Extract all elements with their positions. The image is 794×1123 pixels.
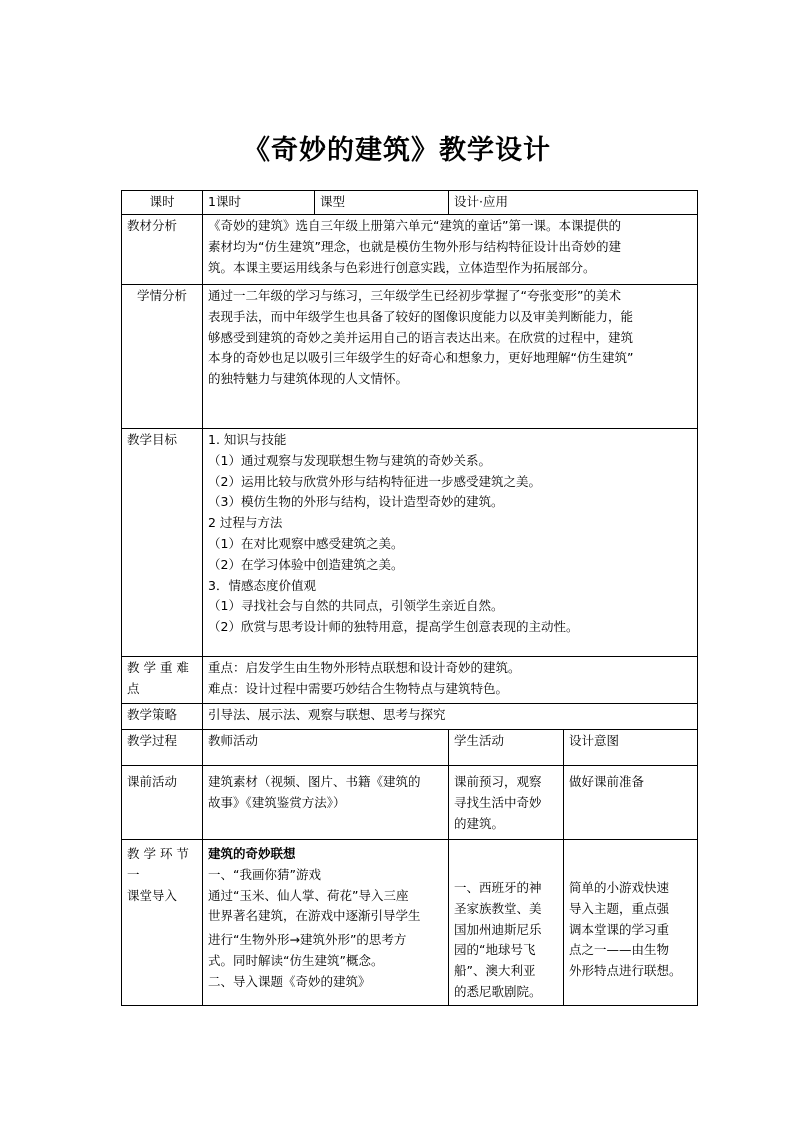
objective-line: 2 过程与方法 bbox=[208, 515, 283, 531]
student-analysis-row bbox=[122, 285, 698, 429]
process-label: 教学过程 bbox=[122, 730, 203, 766]
class-hour-value: 1课时 bbox=[203, 191, 315, 215]
class-hour-row bbox=[122, 191, 698, 215]
pre-class-intent-line: 做好课前准备 bbox=[569, 774, 645, 789]
pre-class-row bbox=[122, 766, 698, 840]
stage-one-student-line: 圣家族教堂、美 bbox=[454, 900, 542, 916]
student-analysis-line: 够感受到建筑的奇妙之美并运用自己的语言表达出来。在欣赏的过程中，建筑 bbox=[208, 329, 634, 345]
stage-one-row bbox=[122, 840, 698, 1006]
pre-class-student-line: 寻找生活中奇妙 bbox=[454, 794, 542, 810]
student-analysis-line: 表现手法，而中年级学生也具备了较好的图像识度能力以及审美判断能力，能 bbox=[208, 308, 634, 324]
material-analysis-label: 教材分析 bbox=[122, 215, 203, 285]
lesson-type-label: 课型 bbox=[315, 191, 449, 215]
lesson-type-value: 设计·应用 bbox=[449, 191, 698, 215]
stage-one-student-line: 一、西班牙的神 bbox=[454, 880, 542, 895]
material-analysis-row bbox=[122, 215, 698, 285]
pre-class-teacher-line: 建筑素材（视频、图片、书籍《建筑的 bbox=[208, 774, 421, 789]
lesson-plan-table bbox=[121, 190, 698, 1006]
student-analysis-label: 学情分析 bbox=[122, 285, 203, 429]
objective-line: 3．情感态度价值观 bbox=[208, 577, 316, 593]
objective-line: （3）模仿生物的外形与结构，设计造型奇妙的建筑。 bbox=[208, 494, 504, 510]
teacher-activity-header: 教师活动 bbox=[203, 730, 449, 766]
stage-one-intent-line: 外形特点进行联想。 bbox=[569, 963, 682, 979]
objective-line: （1）通过观察与发现联想生物与建筑的奇妙关系。 bbox=[208, 452, 491, 468]
stage-one-label: 教 学 环 节 bbox=[127, 846, 189, 861]
stage-one-student-line: 园的“地球号飞 bbox=[454, 942, 536, 958]
key-point-line: 难点：设计过程中需要巧妙结合生物特点与建筑特色。 bbox=[208, 680, 509, 696]
pre-class-student-line: 课前预习，观察 bbox=[454, 774, 542, 789]
key-points-row bbox=[122, 657, 698, 704]
material-line: 筑。本课主要运用线条与色彩进行创意实践，立体造型作为拓展部分。 bbox=[208, 259, 596, 275]
stage-one-teacher-heading: 建筑的奇妙联想 bbox=[208, 846, 296, 861]
pre-class-label: 课前活动 bbox=[122, 766, 203, 840]
student-analysis-line: 本身的奇妙也足以吸引三年级学生的好奇心和想象力，更好地理解“仿生建筑” bbox=[208, 350, 634, 366]
stage-one-teacher-line: 通过“玉米、仙人掌、荷花”导入三座 bbox=[208, 887, 409, 903]
stage-one-teacher-line: 式。同时解读“仿生建筑”概念。 bbox=[208, 952, 384, 968]
stage-one-intent-line: 调本堂课的学习重 bbox=[569, 921, 670, 937]
objectives-label: 教学目标 bbox=[122, 429, 203, 657]
objective-line: （2）在学习体验中创造建筑之美。 bbox=[208, 556, 404, 572]
key-point-line: 重点：启发学生由生物外形特点联想和设计奇妙的建筑。 bbox=[208, 660, 521, 675]
stage-one-teacher-line: 进行“生物外形→建筑外形”的思考方 bbox=[208, 932, 407, 948]
pre-class-student-line: 的建筑。 bbox=[454, 815, 505, 831]
student-analysis-line: 的独特魅力与建筑体现的人文情怀。 bbox=[208, 371, 409, 387]
stage-one-label: 一 bbox=[127, 866, 140, 882]
key-points-label: 教 学 重 难 bbox=[127, 660, 189, 675]
objectives-row bbox=[122, 429, 698, 657]
pre-class-teacher-line: 故事》《建筑鉴赏方法》） bbox=[208, 794, 346, 810]
stage-one-student-line: 船”、澳大利亚 bbox=[454, 963, 536, 979]
objective-line: （2）欣赏与思考设计师的独特用意，提高学生创意表现的主动性。 bbox=[208, 619, 579, 635]
objective-line: （1）在对比观察中感受建筑之美。 bbox=[208, 535, 404, 551]
stage-one-student-line: 的悉尼歌剧院。 bbox=[454, 983, 542, 999]
class-hour-label: 课时 bbox=[122, 191, 203, 215]
student-activity-header: 学生活动 bbox=[449, 730, 564, 766]
stage-one-student-line: 国加州迪斯尼乐 bbox=[454, 921, 542, 937]
student-analysis-line: 通过一二年级的学习与练习，三年级学生已经初步掌握了“夸张变形”的美术 bbox=[208, 288, 621, 303]
stage-one-intent-line: 简单的小游戏快速 bbox=[569, 880, 670, 895]
key-points-label: 点 bbox=[127, 680, 140, 696]
design-intent-header: 设计意图 bbox=[564, 730, 698, 766]
document-title: 《奇妙的建筑》教学设计 bbox=[243, 135, 551, 166]
process-header-row bbox=[122, 730, 698, 766]
objective-line: （1）寻找社会与自然的共同点，引领学生亲近自然。 bbox=[208, 598, 504, 614]
objective-line: （2）运用比较与欣赏外形与结构特征进一步感受建筑之美。 bbox=[208, 473, 541, 489]
material-line: 素材均为“仿生建筑”理念，也就是模仿生物外形与结构特征设计出奇妙的建 bbox=[208, 238, 621, 254]
stage-one-teacher-line: 世界著名建筑，在游戏中逐渐引导学生 bbox=[208, 908, 421, 924]
stage-one-intent-line: 点之一——由生物 bbox=[569, 942, 670, 958]
stage-one-teacher-line: 一、“我画你猜”游戏 bbox=[208, 866, 321, 882]
strategy-value: 引导法、展示法、观察与联想、思考与探究 bbox=[203, 704, 698, 730]
stage-one-label: 课堂导入 bbox=[127, 887, 178, 903]
stage-one-intent-line: 导入主题，重点强 bbox=[569, 900, 670, 916]
strategy-row bbox=[122, 704, 698, 730]
strategy-label: 教学策略 bbox=[122, 704, 203, 730]
material-line: 《奇妙的建筑》选自三年级上册第六单元“建筑的童话”第一课。本课提供的 bbox=[208, 218, 621, 233]
stage-one-teacher-line: 二、导入课题《奇妙的建筑》 bbox=[208, 973, 371, 989]
objective-line: 1. 知识与技能 bbox=[208, 432, 287, 447]
